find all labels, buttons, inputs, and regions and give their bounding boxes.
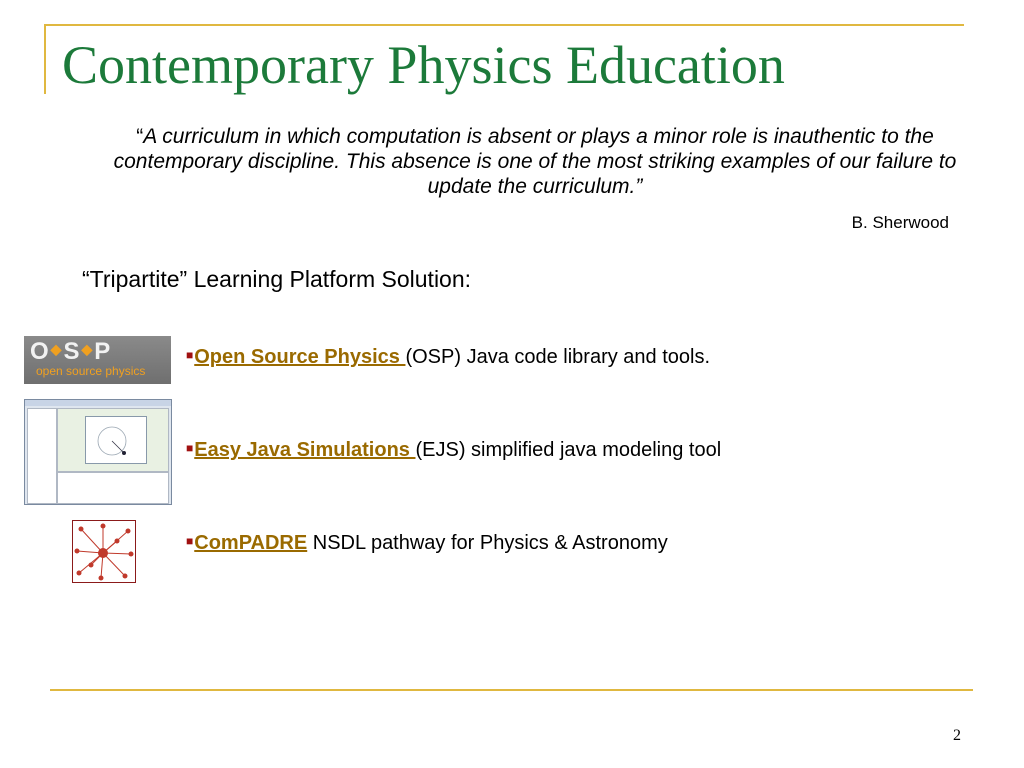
bullet-ejs-text: (EJS) simplified java modeling tool xyxy=(415,439,722,461)
bullet-ejs xyxy=(186,439,721,462)
osp-logo-tagline: open source physics xyxy=(36,364,146,378)
ejs-link[interactable]: Easy Java Simulations xyxy=(194,439,416,461)
osp-logo-letters: O◆S◆P xyxy=(30,338,113,365)
bottom-accent-line xyxy=(50,689,973,691)
ejs-screenshot xyxy=(24,399,172,505)
bullet-compadre-text: NSDL pathway for Physics & Astronomy xyxy=(307,532,668,554)
left-accent-line xyxy=(44,24,46,94)
osp-link[interactable]: Open Source Physics xyxy=(194,346,406,368)
bullet-osp-text: (OSP) Java code library and tools. xyxy=(405,346,711,368)
bullet-marker: ■ xyxy=(186,441,194,455)
quote-text: A curriculum in which computation is absent or plays a minor role is inauthentic to the contemporary discipline. This absence is one of the most striking examples of our failure to update the curriculum.” xyxy=(113,125,957,198)
slide-title: Contemporary Physics Education xyxy=(62,35,785,95)
subheading: “Tripartite” Learning Platform Solution: xyxy=(82,266,472,292)
bullet-marker: ■ xyxy=(186,348,194,362)
quote-block xyxy=(110,124,960,199)
quote-open-mark: “ xyxy=(136,125,144,148)
osp-logo xyxy=(24,336,171,384)
quote-author: B. Sherwood xyxy=(851,213,949,232)
compadre-logo xyxy=(72,520,136,583)
page-number: 2 xyxy=(953,727,961,744)
bullet-compadre xyxy=(186,532,668,555)
compadre-link[interactable]: ComPADRE xyxy=(194,532,308,554)
bullet-marker: ■ xyxy=(186,534,194,548)
bullet-osp xyxy=(186,346,710,369)
top-accent-line xyxy=(44,24,964,26)
